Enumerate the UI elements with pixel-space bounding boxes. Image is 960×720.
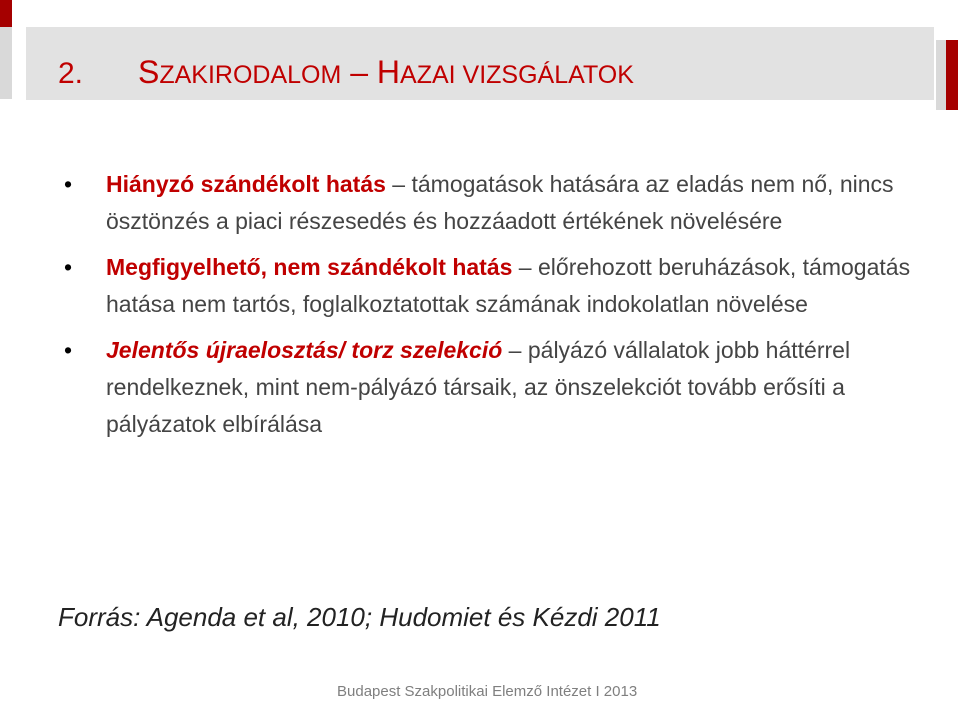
bullet-dot: • (64, 171, 73, 197)
bullet-dash: – (512, 254, 538, 280)
title-part1-rest: ZAKIRODALOM (159, 61, 342, 89)
bullet-item (64, 166, 934, 240)
bullet-term: Megfigyelhető, nem szándékolt hatás (106, 254, 513, 280)
bullet-term: Jelentős újraelosztás/ torz szelekció (106, 337, 503, 363)
slide-title (58, 52, 634, 95)
right-red-stripe (946, 40, 958, 110)
bullet-item (64, 249, 934, 323)
left-accent-bar (0, 0, 12, 720)
title-number: 2. (58, 57, 84, 90)
bullet-text: támogatások hatására az eladás nem nő, nincs ösztönzés a piaci részesedés és hozzáadott értékének növelésére (106, 171, 894, 234)
bullet-term: Hiányzó szándékolt hatás (106, 171, 386, 197)
bullet-dot: • (64, 337, 73, 363)
source-citation: Forrás: Agenda et al, 2010; Hudomiet és Kézdi 2011 (58, 602, 661, 632)
title-part2-initial: H (376, 54, 401, 90)
bullet-list (64, 166, 934, 452)
bullet-dot: • (64, 254, 73, 280)
bullet-item (64, 332, 934, 443)
bullet-dash: – (385, 171, 412, 197)
right-gray-stripe (936, 40, 946, 110)
bullet-text: előrehozott beruházások, támogatás hatása nem tartós, foglalkoztatottak számának indokolatlan növelése (106, 254, 911, 317)
bullet-text: pályázó vállalatok jobb háttérrel rendelkeznek, mint nem-pályázó társaik, az önszelekciót tovább erősíti a pályázatok elbírálása (106, 337, 851, 437)
title-part2-rest: AZAI VIZSGÁLATOK (400, 61, 634, 89)
title-dash: – (341, 54, 377, 90)
title-part1-initial: S (138, 54, 160, 90)
footer-text: Budapest Szakpolitikai Elemző Intézet I 2013 (337, 683, 638, 700)
bullet-dash: – (502, 337, 528, 363)
